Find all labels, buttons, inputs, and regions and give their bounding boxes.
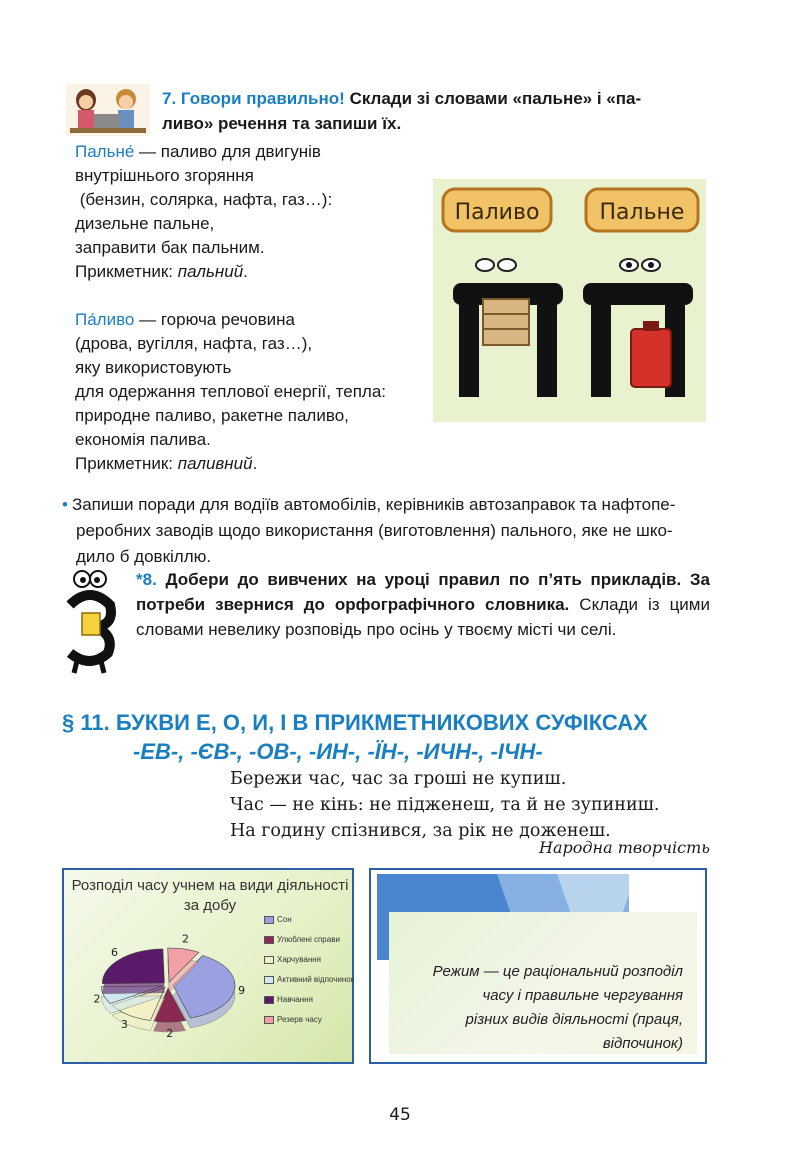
regime-line: Режим — це раціональний розподіл	[432, 963, 683, 980]
definition-text: (бензин, солярка, нафта, газ…):	[75, 190, 333, 209]
legend-item	[264, 934, 350, 946]
legend-item	[264, 914, 350, 926]
palyvo-palne-illustration	[433, 179, 706, 422]
regime-line: різних видів діяльності (праця,	[465, 1011, 683, 1028]
legend-item	[264, 974, 355, 986]
section-subtitle: -ЕВ-, -ЄВ-, -ОВ-, -ИН-, -ЇН-, -ИЧН-, -ІЧН-	[133, 739, 543, 764]
pie-value-label: 6	[110, 945, 118, 959]
cartoon-letter-illustration	[60, 565, 122, 675]
proverbs	[230, 766, 659, 844]
definition-text: — паливо для двигунів	[134, 142, 321, 161]
section-title: § 11. БУКВИ Е, О, И, І В ПРИКМЕТНИКОВИХ СУФІКСАХ	[62, 710, 648, 735]
legend-swatch	[264, 976, 274, 984]
definition-text: дизельне пальне,	[75, 214, 215, 233]
period: .	[243, 262, 248, 281]
legend-label: Активний відпочинок	[277, 975, 355, 984]
proverb: Час — не кінь: не підженеш, та й не зупиниш.	[230, 795, 660, 815]
bullet-line: дило б довкіллю.	[76, 547, 212, 566]
regime-line: часу і правильне чергування	[482, 987, 683, 1004]
regime-definition-frame	[369, 868, 707, 1064]
page-number: 45	[389, 1105, 411, 1125]
sign-palne: Пальне	[599, 200, 685, 225]
adjective-label: Прикметник:	[75, 454, 178, 473]
bullet-line: реробних заводів щодо використання (виготовлення) пального, яке не шко-	[76, 521, 673, 540]
legend-label: Улюблені справи	[277, 935, 340, 944]
legend-label: Резерв часу	[277, 1015, 322, 1024]
bullet-line: Запиши поради для водіїв автомобілів, керівників автозаправок та нафтопе-	[71, 495, 676, 514]
definition-text: для одержання теплової енергії, тепла:	[75, 382, 387, 401]
exercise-8-number: *8.	[136, 570, 157, 589]
time-distribution-chart	[62, 868, 354, 1064]
definition-text: внутрішнього згоряння	[75, 166, 254, 185]
bullet-task	[62, 492, 722, 570]
children-illustration	[66, 84, 150, 136]
exercise-8	[136, 567, 710, 642]
word-palne: Пальне́	[75, 142, 135, 161]
exercise-7-task-line2: ливо» речення та запиши їх.	[162, 114, 402, 133]
regime-definition-text	[393, 960, 683, 1056]
exercise-8-bold-text: Добери до вивчених на уроці правил по п’ять прикладів. За потреби звернися до орфографічного словника.	[136, 570, 710, 614]
regime-line: відпочинок)	[602, 1035, 683, 1052]
legend-swatch	[264, 996, 274, 1004]
exercise-8-text: Склади із цими словами невелику розповідь про осінь у твоєму місті чи селі.	[136, 595, 710, 639]
chart-title: Розподіл часу учнем на види діяльності за добу	[71, 877, 349, 914]
legend-swatch	[264, 916, 274, 924]
exercise-7-heading	[162, 86, 718, 136]
pie-value-label: 2	[93, 992, 101, 1006]
definition-text: природне паливо, ракетне паливо,	[75, 406, 349, 425]
regime-definition-box	[389, 912, 697, 1054]
bullet-dot: •	[62, 495, 68, 514]
adjective: пальний	[177, 262, 244, 281]
definition-palyvo	[75, 308, 435, 476]
pie-value-label: 2	[166, 1026, 174, 1040]
proverb: Бережи час, час за гроші не купиш.	[230, 769, 567, 789]
legend-swatch	[264, 1016, 274, 1024]
exercise-7-number: 7. Говори правильно!	[162, 89, 345, 108]
legend-label: Харчування	[277, 955, 322, 964]
pie-value-label: 2	[181, 932, 189, 946]
adjective-label: Прикметник:	[75, 262, 178, 281]
definition-text: — горюча речовина	[134, 310, 296, 329]
exercise-7-task-line1: Склади зі словами «пальне» і «па-	[349, 89, 642, 108]
legend-label: Навчання	[277, 995, 313, 1004]
legend-item	[264, 954, 350, 966]
adjective: паливний	[177, 454, 253, 473]
legend-swatch	[264, 956, 274, 964]
sign-palyvo: Паливо	[454, 200, 540, 225]
legend-label: Сон	[277, 915, 292, 924]
pie-value-label: 9	[238, 984, 246, 998]
legend-swatch	[264, 936, 274, 944]
period: .	[252, 454, 258, 473]
proverb-source: Народна творчість	[539, 838, 710, 857]
proverb: На годину спізнився, за рік не доженеш.	[230, 821, 611, 841]
definition-text: яку використовують	[75, 358, 232, 377]
definition-text: (дрова, вугілля, нафта, газ…),	[75, 334, 313, 353]
chart-legend	[264, 914, 355, 1034]
legend-item	[264, 1014, 350, 1026]
definition-text: економія палива.	[75, 430, 211, 449]
pie-value-label: 3	[120, 1017, 128, 1031]
definition-text: заправити бак пальним.	[75, 238, 265, 257]
pie-chart	[78, 930, 258, 1050]
definition-palne	[75, 140, 435, 284]
legend-item	[264, 994, 350, 1006]
word-palyvo: Па́ливо	[75, 310, 135, 329]
